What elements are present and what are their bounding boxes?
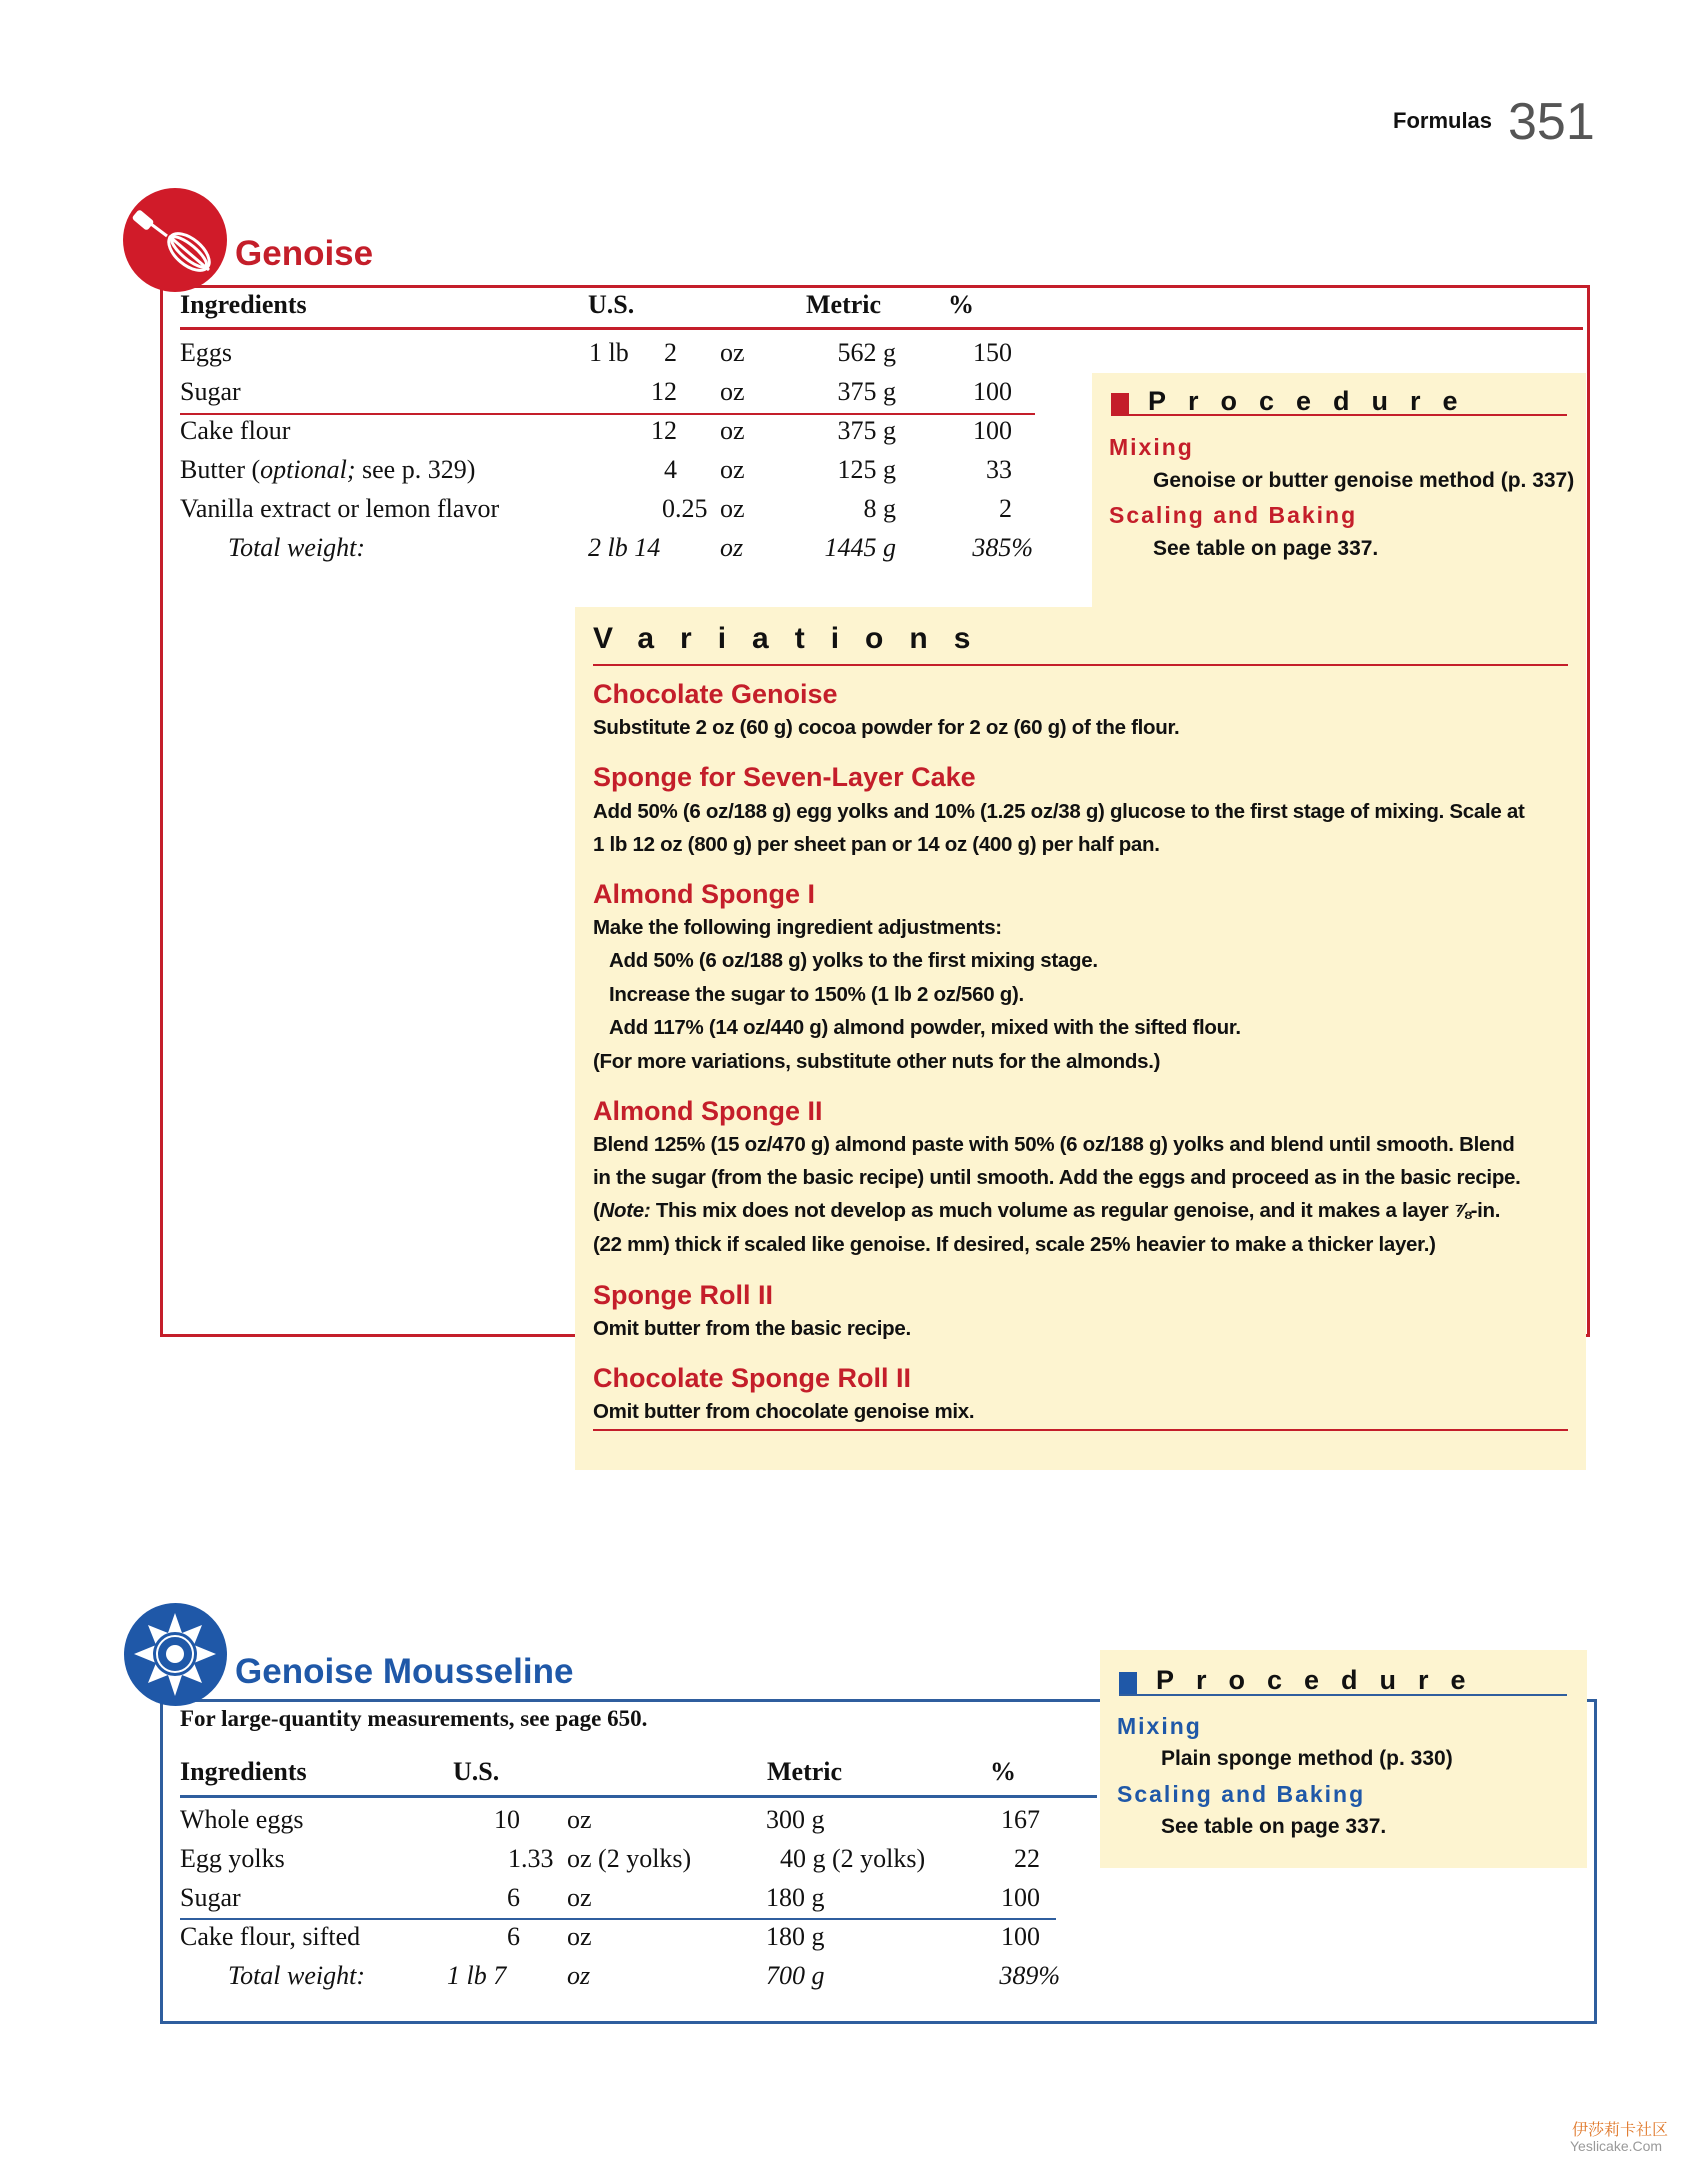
col-us: U.S. bbox=[453, 1757, 500, 1786]
variation-text: Omit butter from chocolate genoise mix. bbox=[593, 1400, 975, 1423]
percent-value: 100 bbox=[1001, 1883, 1040, 1912]
variations-rule bbox=[593, 664, 1568, 666]
total-percent: 389% bbox=[999, 1961, 1060, 1990]
procedure-scaling-text: See table on page 337. bbox=[1153, 537, 1379, 560]
procedure-rule bbox=[1119, 1694, 1567, 1696]
col-us: U.S. bbox=[588, 290, 635, 319]
metric-value: 125 g bbox=[837, 455, 896, 484]
recipe-title-mousseline: Genoise Mousseline bbox=[235, 1652, 574, 1691]
col-percent: % bbox=[948, 290, 974, 319]
variation-text: Omit butter from the basic recipe. bbox=[593, 1317, 911, 1340]
procedure-mixing-text: Genoise or butter genoise method (p. 337) bbox=[1153, 469, 1575, 492]
ingredient-name: Sugar bbox=[180, 377, 241, 406]
large-quantity-note: For large-quantity measurements, see page 650. bbox=[180, 1706, 648, 1731]
variation-heading: Sponge for Seven-Layer Cake bbox=[593, 762, 976, 792]
variation-text: Make the following ingredient adjustments: bbox=[593, 916, 1002, 939]
metric-value: 375 g bbox=[837, 416, 896, 445]
percent-value: 150 bbox=[973, 338, 1012, 367]
us-unit: oz bbox=[720, 377, 745, 406]
metric-value: 375 g bbox=[837, 377, 896, 406]
seal-badge bbox=[124, 1603, 227, 1706]
procedure-marker-icon bbox=[1111, 393, 1129, 415]
ingredient-name: Vanilla extract or lemon flavor bbox=[180, 494, 500, 523]
us-qty: 4 bbox=[664, 455, 677, 484]
ingredient-name: Cake flour bbox=[180, 416, 291, 445]
ingredient-name-post: see p. 329) bbox=[355, 455, 476, 484]
procedure-scaling-label: Scaling and Baking bbox=[1117, 1781, 1366, 1807]
row-divider bbox=[180, 413, 1035, 415]
ingredient-name: Eggs bbox=[180, 338, 232, 367]
us-qty: 6 bbox=[507, 1883, 520, 1912]
table-header-rule bbox=[180, 327, 1583, 330]
procedure-marker-icon bbox=[1119, 1672, 1137, 1694]
note-open-paren: ( bbox=[593, 1199, 600, 1222]
recipe-title-genoise: Genoise bbox=[235, 234, 374, 273]
total-percent: 385% bbox=[972, 533, 1033, 562]
variation-heading: Almond Sponge I bbox=[593, 879, 815, 909]
col-metric: Metric bbox=[767, 1757, 843, 1786]
us-qty: 0.25 bbox=[662, 494, 708, 523]
page-number: 351 bbox=[1508, 93, 1595, 151]
us-unit: oz (2 yolks) bbox=[567, 1844, 692, 1873]
col-percent: % bbox=[990, 1757, 1016, 1786]
procedure-scaling-label: Scaling and Baking bbox=[1109, 502, 1358, 528]
variation-text: Add 117% (14 oz/440 g) almond powder, mixed with the sifted flour. bbox=[609, 1016, 1241, 1039]
percent-value: 100 bbox=[973, 416, 1012, 445]
variations-title: Variations bbox=[593, 622, 997, 655]
percent-value: 2 bbox=[999, 494, 1012, 523]
total-label: Total weight: bbox=[228, 1961, 366, 1990]
variation-text: 1 lb 12 oz (800 g) per sheet pan or 14 oz (400 g) per half pan. bbox=[593, 833, 1160, 856]
us-qty: 12 bbox=[651, 377, 677, 406]
ingredient-name: Egg yolks bbox=[180, 1844, 285, 1873]
ingredient-name bbox=[180, 455, 475, 485]
table-header-rule bbox=[180, 1795, 1097, 1798]
total-unit: oz bbox=[720, 533, 744, 562]
ingredient-name: Sugar bbox=[180, 1883, 241, 1912]
metric-value: 8 g bbox=[863, 494, 896, 523]
variation-heading: Almond Sponge II bbox=[593, 1096, 823, 1126]
us-lb: 1 lb bbox=[589, 338, 629, 367]
variation-note bbox=[593, 1199, 1500, 1223]
variations-bottom-rule bbox=[593, 1429, 1568, 1431]
procedure-rule bbox=[1111, 414, 1567, 416]
us-unit: oz bbox=[720, 455, 745, 484]
total-us: 1 lb 7 bbox=[447, 1961, 507, 1990]
variation-text: Increase the sugar to 150% (1 lb 2 oz/560 g). bbox=[609, 983, 1024, 1006]
col-ingredients: Ingredients bbox=[180, 290, 307, 319]
us-unit: oz bbox=[567, 1805, 592, 1834]
ingredient-name: Cake flour, sifted bbox=[180, 1922, 361, 1951]
us-unit: oz bbox=[567, 1883, 592, 1912]
col-metric: Metric bbox=[806, 290, 882, 319]
metric-value: 300 g bbox=[766, 1805, 825, 1834]
total-unit: oz bbox=[567, 1961, 591, 1990]
whisk-icon bbox=[123, 188, 227, 292]
us-qty: 12 bbox=[651, 416, 677, 445]
us-qty: 1.33 bbox=[508, 1844, 554, 1873]
school-seal-icon bbox=[124, 1603, 227, 1706]
variation-text: (22 mm) thick if scaled like genoise. If desired, scale 25% heavier to make a thicker layer.) bbox=[593, 1233, 1436, 1256]
percent-value: 33 bbox=[986, 455, 1012, 484]
variation-heading: Sponge Roll II bbox=[593, 1280, 773, 1310]
metric-value: 40 g (2 yolks) bbox=[780, 1844, 926, 1873]
total-metric: 1445 g bbox=[824, 533, 896, 562]
variation-text: Substitute 2 oz (60 g) cocoa powder for 2 oz (60 g) of the flour. bbox=[593, 716, 1180, 739]
metric-value: 180 g bbox=[766, 1883, 825, 1912]
variation-heading: Chocolate Genoise bbox=[593, 679, 838, 709]
percent-value: 100 bbox=[1001, 1922, 1040, 1951]
procedure-title: Procedure bbox=[1148, 386, 1480, 416]
watermark-chinese: 伊莎莉卡社区 bbox=[1572, 2122, 1669, 2139]
percent-value: 22 bbox=[1014, 1844, 1040, 1873]
procedure-mixing-label: Mixing bbox=[1109, 434, 1194, 460]
procedure-scaling-text: See table on page 337. bbox=[1161, 1815, 1387, 1838]
variation-text: Add 50% (6 oz/188 g) yolks to the first mixing stage. bbox=[609, 949, 1098, 972]
procedure-mixing-label: Mixing bbox=[1117, 1713, 1202, 1739]
running-header-label: Formulas bbox=[1393, 108, 1493, 133]
variation-text: Add 50% (6 oz/188 g) egg yolks and 10% (1.25 oz/38 g) glucose to the first stage of mixing. Scale at bbox=[593, 800, 1525, 823]
ingredient-name-pre: Butter ( bbox=[180, 455, 261, 484]
total-metric: 700 g bbox=[766, 1961, 825, 1990]
us-qty: 10 bbox=[494, 1805, 520, 1834]
percent-value: 167 bbox=[1001, 1805, 1040, 1834]
variation-text: Blend 125% (15 oz/470 g) almond paste with 50% (6 oz/188 g) yolks and blend until smooth. Blend bbox=[593, 1133, 1515, 1156]
total-us: 2 lb 14 bbox=[588, 533, 661, 562]
percent-value: 100 bbox=[973, 377, 1012, 406]
us-unit: oz bbox=[720, 338, 745, 367]
procedure-mixing-text: Plain sponge method (p. 330) bbox=[1161, 1747, 1453, 1770]
variation-heading: Chocolate Sponge Roll II bbox=[593, 1363, 912, 1393]
us-qty: 6 bbox=[507, 1922, 520, 1951]
variation-text: in the sugar (from the basic recipe) until smooth. Add the eggs and proceed as in the basic recipe. bbox=[593, 1166, 1521, 1189]
us-unit: oz bbox=[720, 416, 745, 445]
us-unit: oz bbox=[720, 494, 745, 523]
ingredient-name-optional: optional; bbox=[260, 455, 356, 484]
note-text: This mix does not develop as much volume as regular genoise, and it makes a layer ⅞-in. bbox=[650, 1199, 1501, 1222]
watermark-url: Yeslicake.Com bbox=[1570, 2138, 1663, 2154]
us-qty: 2 bbox=[664, 338, 677, 367]
total-label: Total weight: bbox=[228, 533, 366, 562]
ingredient-name: Whole eggs bbox=[180, 1805, 304, 1834]
whisk-badge bbox=[123, 188, 227, 292]
col-ingredients: Ingredients bbox=[180, 1757, 307, 1786]
metric-value: 562 g bbox=[837, 338, 896, 367]
procedure-title: Procedure bbox=[1156, 1665, 1488, 1695]
row-divider bbox=[180, 1918, 1056, 1920]
note-label: Note: bbox=[599, 1199, 651, 1222]
variation-text: (For more variations, substitute other nuts for the almonds.) bbox=[593, 1050, 1161, 1073]
metric-value: 180 g bbox=[766, 1922, 825, 1951]
us-unit: oz bbox=[567, 1922, 592, 1951]
